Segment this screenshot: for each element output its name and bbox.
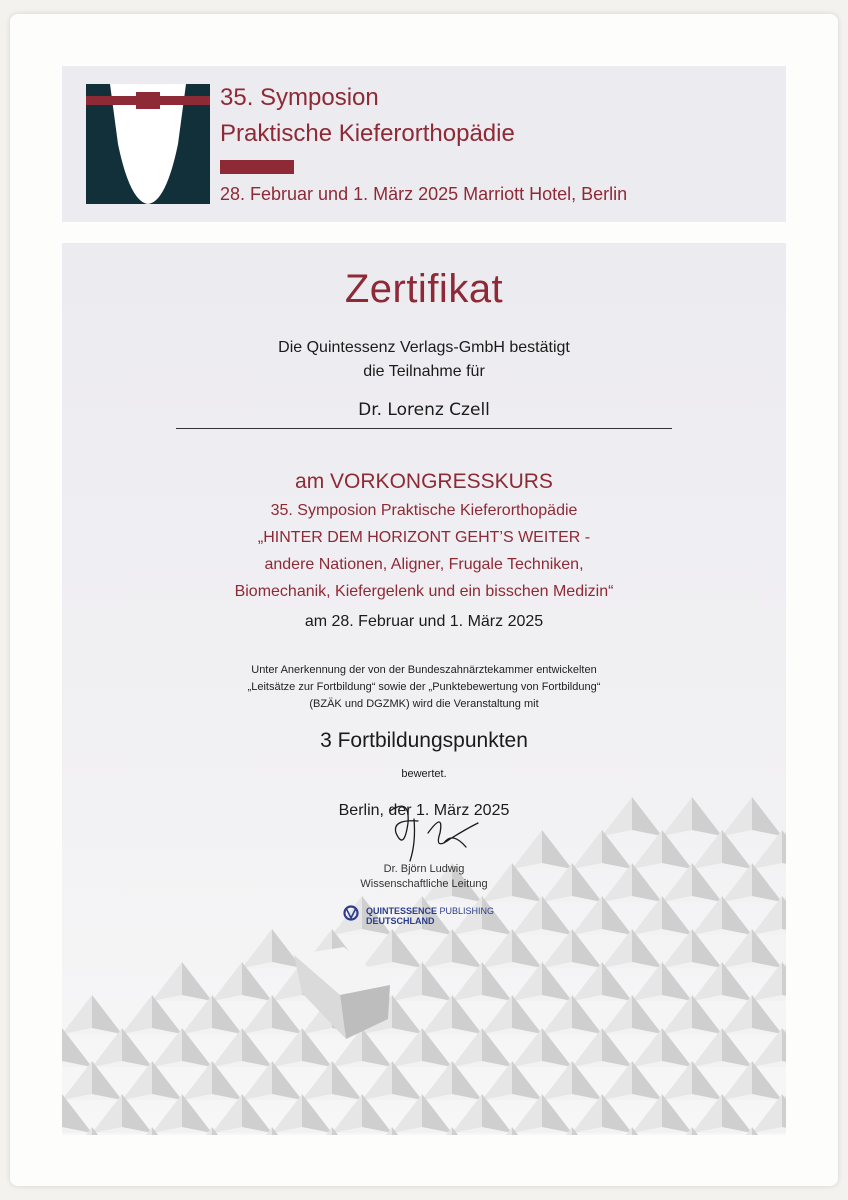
publisher-brand-rest: PUBLISHING — [439, 906, 495, 916]
place-date: Berlin, der 1. März 2025 — [338, 802, 510, 819]
suit-collar-icon — [86, 84, 210, 204]
certificate-body — [62, 243, 786, 1135]
course-label: am VORKONGRESSKURS — [295, 470, 553, 493]
recognition-line: „Leitsätze zur Fortbildung“ sowie der „Punktebewertung von Fortbildung“ — [247, 681, 601, 693]
signer-role: Wissenschaftliche Leitung — [360, 878, 488, 890]
points-awarded: 3 Fortbildungspunkten — [320, 729, 528, 752]
intro-line2: die Teilnahme für — [363, 363, 485, 380]
recognition-line: (BZÄK und DGZMK) wird die Veranstaltung mit — [309, 698, 539, 710]
course-line: andere Nationen, Aligner, Frugale Techniken, — [264, 556, 584, 573]
intro-line1: Die Quintessenz Verlags-GmbH bestätigt — [278, 339, 570, 356]
event-header — [62, 66, 786, 222]
certificate-title: Zertifikat — [344, 267, 504, 311]
event-title-line1: 35. Symposion — [220, 84, 379, 111]
participant-name: Dr. Lorenz Czell — [358, 400, 490, 420]
quintessence-q-icon — [343, 904, 359, 926]
publisher-brand: QUINTESSENCE — [366, 906, 438, 916]
publisher-region: DEUTSCHLAND — [366, 916, 435, 926]
accent-bar — [220, 160, 294, 174]
signer-name: Dr. Björn Ludwig — [383, 863, 465, 875]
course-line: „HINTER DEM HORIZONT GEHT’S WEITER - — [257, 529, 591, 546]
course-line: Biomechanik, Kiefergelenk und ein bisschen Medizin“ — [234, 583, 614, 600]
course-date: am 28. Februar und 1. März 2025 — [304, 613, 544, 630]
course-line: 35. Symposion Praktische Kieferorthopädie — [270, 502, 578, 519]
rated-text: bewertet. — [401, 768, 447, 780]
event-date-venue: 28. Februar und 1. März 2025 Marriott Hotel, Berlin — [220, 184, 628, 204]
handwritten-signature — [370, 793, 490, 865]
publisher-logo-text — [366, 906, 494, 926]
recognition-line: Unter Anerkennung der von der Bundeszahnärztekammer entwickelten — [251, 664, 597, 676]
event-title-line2: Praktische Kieferorthopädie — [220, 120, 515, 147]
name-underline — [176, 428, 672, 429]
